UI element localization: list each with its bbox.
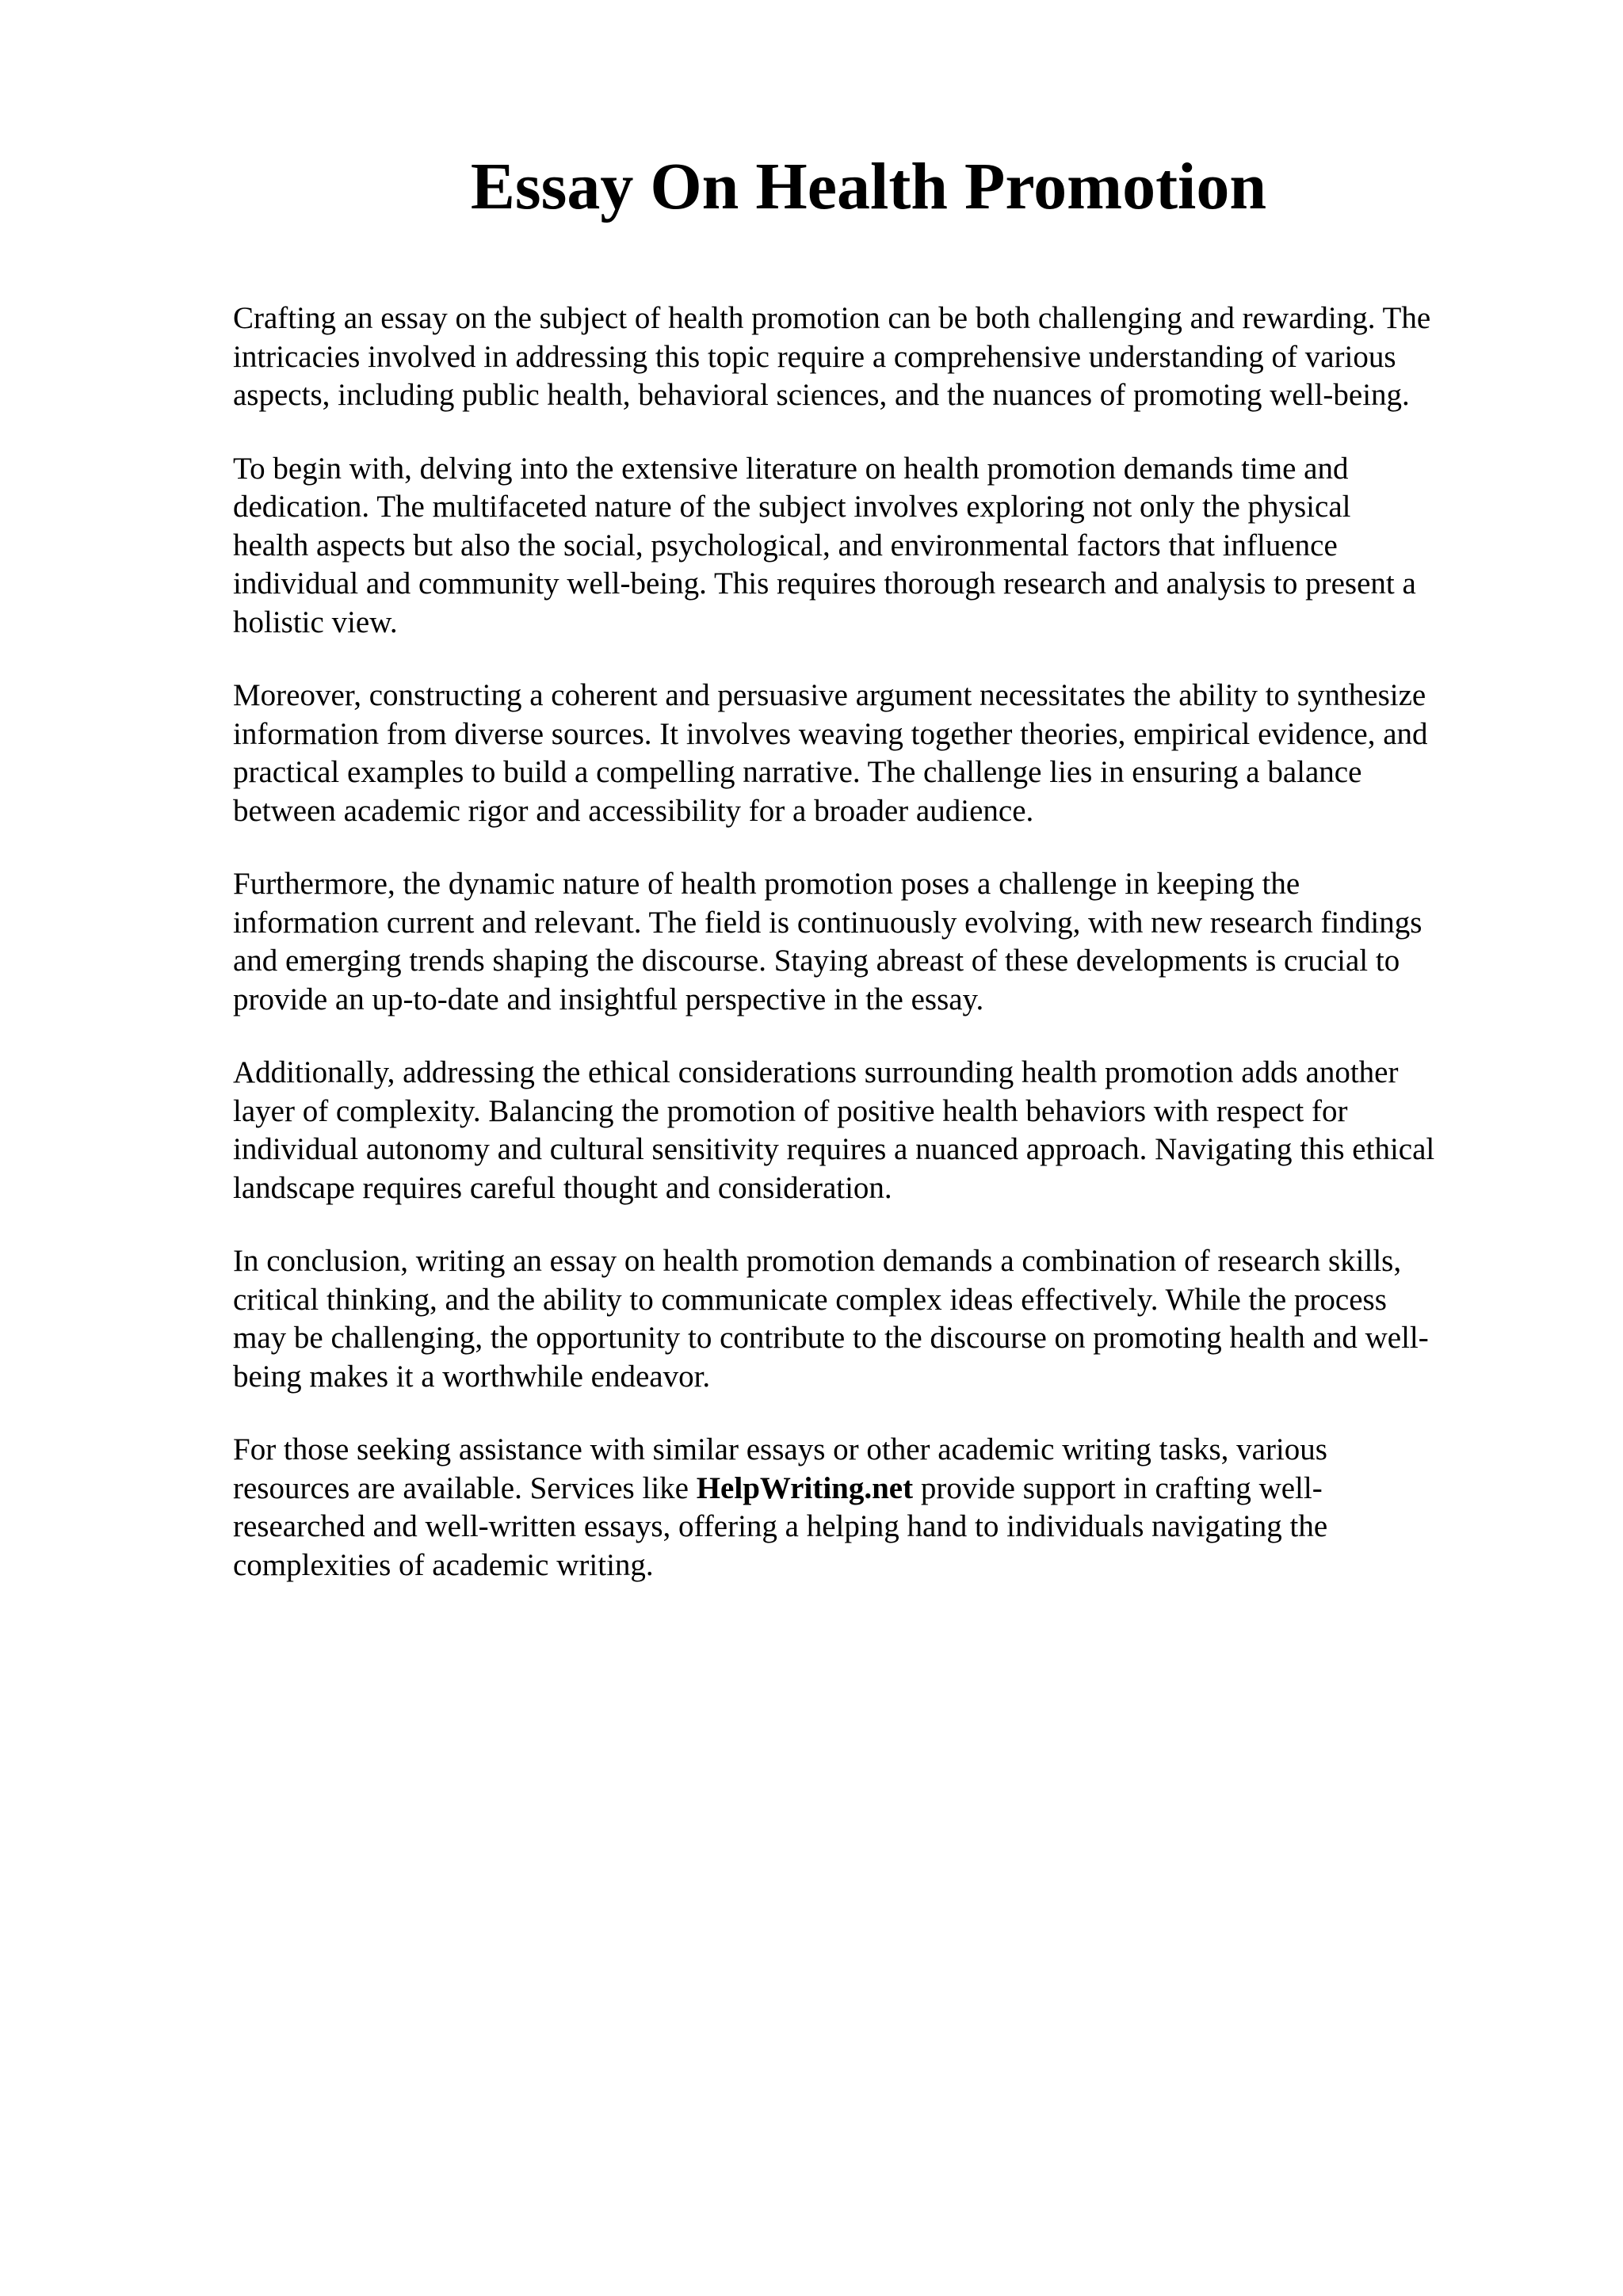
text-line: individual autonomy and cultural sensitivity requires a nuanced approach. Navigating this ethical [233,1132,1435,1166]
paragraph-literature [233,450,1533,643]
text-line: In conclusion, writing an essay on health promotion demands a combination of research skills, [233,1244,1402,1278]
paragraph-ethics [233,1054,1533,1207]
text-line: and emerging trends shaping the discourse. Staying abreast of these developments is crucial to [233,944,1400,978]
text-line: To begin with, delving into the extensive literature on health promotion demands time and [233,451,1349,486]
paragraph-argument [233,677,1533,830]
helpwriting-link[interactable]: HelpWriting.net [696,1470,914,1505]
text-line: researched and well-written essays, offering a helping hand to individuals navigating the [233,1509,1328,1543]
paragraph-conclusion [233,1242,1533,1396]
text-line: layer of complexity. Balancing the promotion of positive health behaviors with respect for [233,1093,1348,1128]
text-line: dedication. The multifaceted nature of the subject involves exploring not only the physical [233,490,1351,524]
text-line: individual and community well-being. This requires thorough research and analysis to present a [233,566,1416,601]
text-segment: provide support in crafting well- [913,1470,1323,1505]
text-line: holistic view. [233,605,398,639]
paragraph-closing [233,1431,1533,1585]
text-line: Additionally, addressing the ethical considerations surrounding health promotion adds another [233,1055,1399,1089]
text-segment: resources are available. Services like [233,1470,697,1505]
text-line: may be challenging, the opportunity to contribute to the discourse on promoting health and well- [233,1321,1429,1355]
text-line: critical thinking, and the ability to communicate complex ideas effectively. While the process [233,1282,1387,1317]
text-line: Moreover, constructing a coherent and persuasive argument necessitates the ability to synthesize [233,678,1426,712]
text-line: information current and relevant. The field is continuously evolving, with new research findings [233,905,1423,940]
text-line: practical examples to build a compelling narrative. The challenge lies in ensuring a balance [233,755,1362,789]
essay-body [233,299,1533,1619]
page-title: Essay On Health Promotion [470,150,1267,223]
paragraph-dynamic-nature [233,865,1533,1019]
text-line: information from diverse sources. It involves weaving together theories, empirical evidence, and [233,716,1428,751]
text-line: intricacies involved in addressing this topic require a comprehensive understanding of various [233,339,1396,374]
text-line: For those seeking assistance with similar essays or other academic writing tasks, various [233,1432,1327,1466]
text-line: Furthermore, the dynamic nature of health promotion poses a challenge in keeping the [233,867,1300,901]
text-line-with-link [233,1470,1533,1508]
text-line: provide an up-to-date and insightful perspective in the essay. [233,982,984,1016]
text-line: aspects, including public health, behavioral sciences, and the nuances of promoting well-being. [233,378,1410,412]
text-line: between academic rigor and accessibility for a broader audience. [233,793,1034,828]
text-line: Crafting an essay on the subject of health promotion can be both challenging and rewarding. The [233,301,1431,335]
text-line: being makes it a worthwhile endeavor. [233,1359,711,1394]
text-line: landscape requires careful thought and consideration. [233,1170,892,1205]
paragraph-intro [233,299,1533,415]
text-line: health aspects but also the social, psychological, and environmental factors that influence [233,528,1338,563]
text-line: complexities of academic writing. [233,1547,654,1582]
